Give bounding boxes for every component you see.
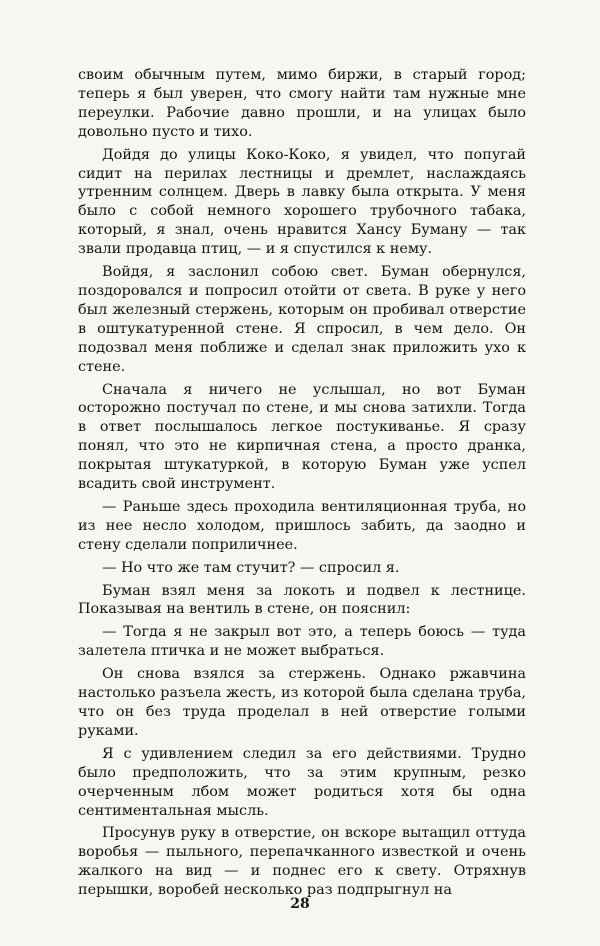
page-text bbox=[78, 66, 526, 904]
paragraph: — Тогда я не закрыл вот это, а теперь боюсь — туда залетела птичка и не может выбраться. bbox=[78, 624, 526, 660]
paragraph: Войдя, я заслонил собою свет. Буман обернулся, поздоровался и попросил отойти от света. В руке у него был железный стержень, которым он пробивал отверстие в оштукатуренной стене. Я спросил, в чем дело. Он подозвал меня поближе и сделал знак приложить ухо к стене. bbox=[78, 264, 526, 375]
paragraph: — Но что же там стучит? — спросил я. bbox=[102, 559, 400, 576]
paragraph: Просунув руку в отверстие, он вскоре вытащил оттуда воробья — пыльного, перепачканного известкой и очень жалкого на вид — и поднес его к свету. Отряхнув перышки, воробей несколько раз подпрыгнул на bbox=[78, 825, 526, 899]
paragraph: Сначала я ничего не услышал, но вот Буман осторожно постучал по стене, и мы снова затихли. Тогда в ответ послышалось легкое постукиванье. Я сразу понял, что это не кирпичная стена, а просто дранка, покрытая штукатуркой, в которую Буман уже успел всадить свой инструмент. bbox=[78, 381, 526, 493]
paragraph: Он снова взялся за стержень. Однако ржавчина настолько разъела жесть, из которой была сделана труба, что он без труда проделал в ней отверстие голыми руками. bbox=[78, 666, 526, 739]
paragraph: — Раньше здесь проходила вентиляционная труба, но из нее несло холодом, пришлось забить, да заодно и стену сделали поприличнее. bbox=[78, 498, 526, 553]
paragraph: своим обычным путем, мимо биржи, в старый город; теперь я был уверен, что смогу найти там нужные мне переулки. Рабочие давно прошли, и на улицах было довольно пусто и тихо. bbox=[78, 67, 526, 140]
paragraph: Дойдя до улицы Коко-Коко, я увидел, что попугай сидит на перилах лестницы и дремлет, наслаждаясь утренним солнцем. Дверь в лавку была открыта. У меня было с собой немного хорошего трубочного табака, который, я знал, очень нравится Хансу Буману — так звали продавца птиц, — и я спустился к нему. bbox=[78, 146, 526, 258]
paragraph: Буман взял меня за локоть и подвел к лестнице. Показывая на вентиль в стене, он пояснил: bbox=[78, 582, 526, 618]
page-number: 28 bbox=[290, 896, 310, 912]
paragraph: Я с удивлением следил за его действиями. Трудно было предположить, что за этим крупным, резко очерченным лбом может родиться хотя бы одна сентиментальная мысль. bbox=[78, 745, 526, 819]
